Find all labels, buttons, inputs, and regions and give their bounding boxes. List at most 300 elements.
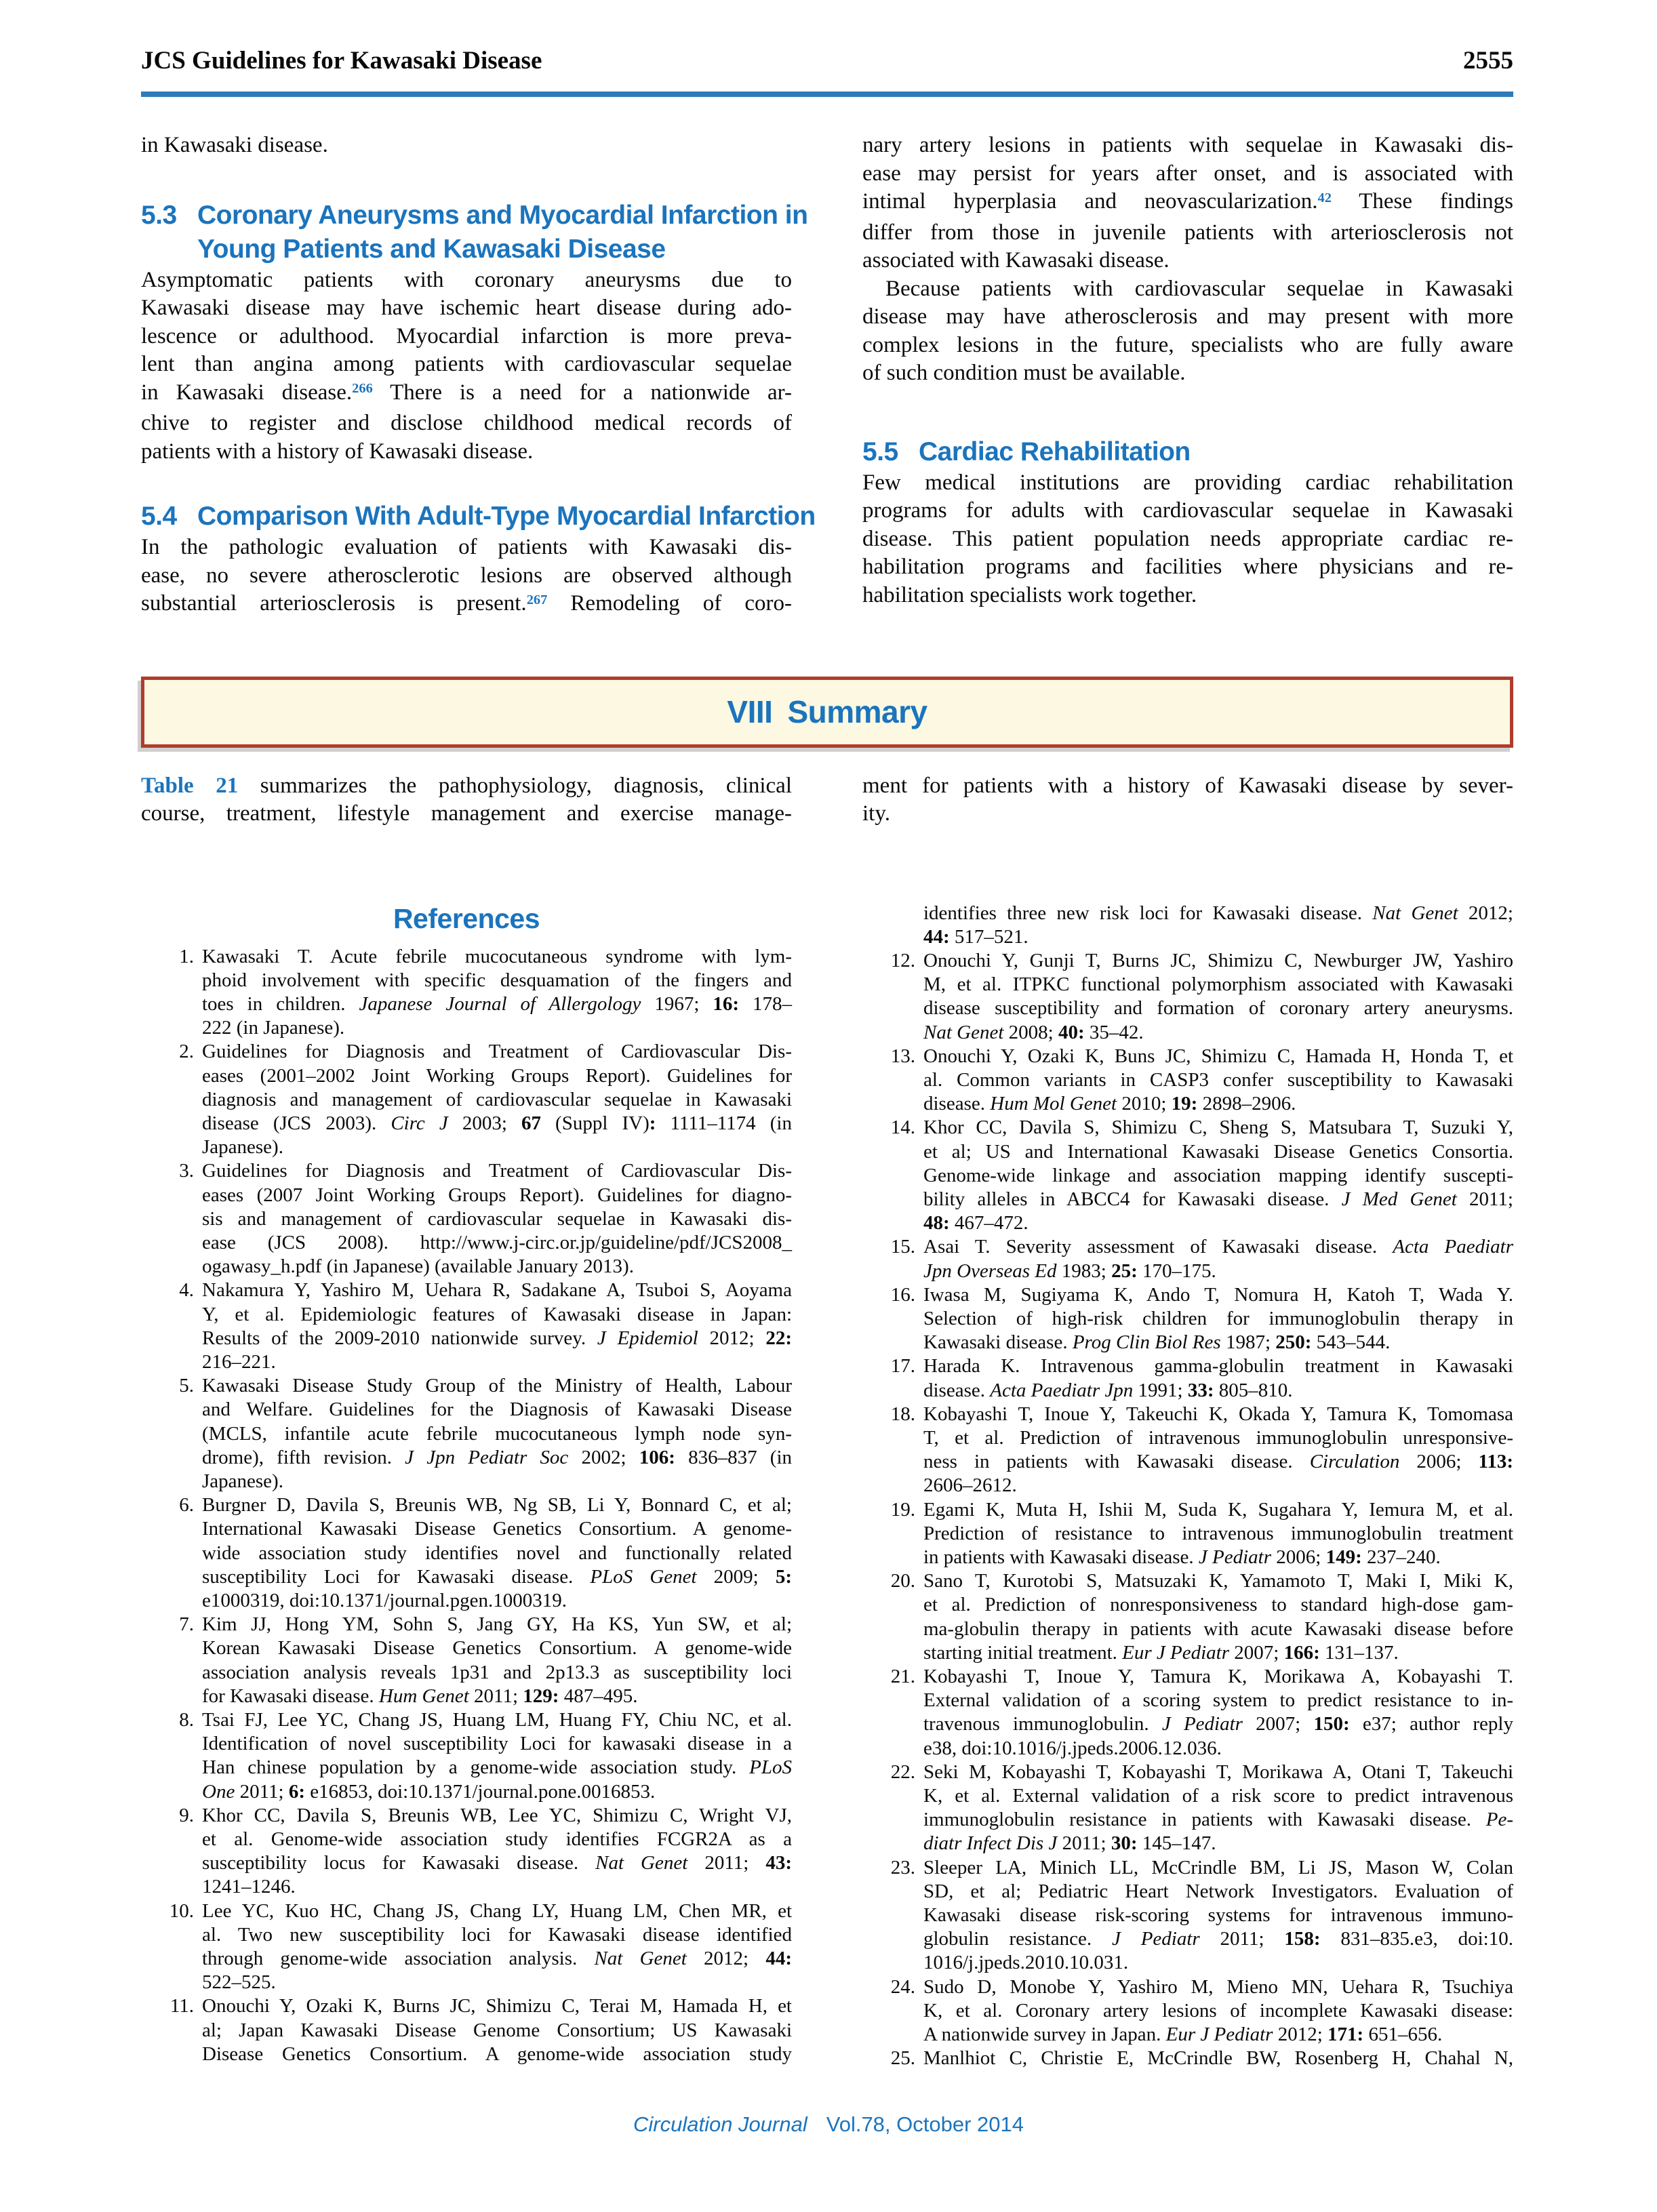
header-rule — [141, 92, 1513, 97]
text-line — [202, 1398, 792, 1422]
text-segment: 2011; — [235, 1780, 289, 1803]
text-line — [202, 1446, 792, 1470]
heading-line: Coronary Aneurysms and Myocardial Infarction in — [197, 200, 808, 230]
text-segment: ma-globulin therapy in patients with acute Kawasaki disease before — [923, 1617, 1513, 1640]
text-line — [923, 1307, 1513, 1331]
reference-item — [862, 1569, 1513, 1665]
text-segment: in patients with Kawasaki disease. — [923, 1546, 1199, 1568]
reference-number: 7. — [179, 1613, 194, 1636]
text-segment: PLoS Genet — [590, 1565, 697, 1588]
text-segment: T, et al. Prediction of intravenous immunoglobulin unresponsive- — [923, 1426, 1513, 1449]
section-heading-5-4 — [141, 500, 816, 534]
text-segment: One — [202, 1780, 235, 1803]
text-segment: Genome-wide linkage and association mapping identify suscepti- — [923, 1164, 1513, 1186]
paragraph-5-4-continued — [862, 132, 1513, 275]
reference-item — [141, 1994, 792, 2066]
text-segment: Nat Genet — [923, 1021, 1004, 1043]
heading-line: Cardiac Rehabilitation — [919, 437, 1191, 466]
journal-name: Circulation Journal — [633, 2112, 807, 2136]
reference-text — [923, 949, 1513, 1045]
text-segment: lescence or adulthood. Myocardial infarction is more preva- — [141, 323, 792, 348]
text-line — [202, 1207, 792, 1231]
reference-number: 18. — [890, 1403, 915, 1425]
text-segment: : — [649, 1112, 656, 1134]
text-segment: of such condition must be available. — [862, 361, 1186, 385]
summary-section-banner — [141, 677, 1513, 748]
paragraph-5-5 — [862, 469, 1513, 610]
reference-number — [881, 902, 915, 949]
text-segment: 158: — [1284, 1928, 1321, 1950]
text-segment: Onouchi Y, Ozaki K, Burns JC, Shimizu C, Terai M, Hamada H, et — [202, 1995, 792, 2017]
text-segment: 831–835.e3, doi:10. — [1320, 1928, 1513, 1950]
text-segment: habilitation programs and facilities where physicians and re- — [862, 555, 1513, 579]
section-heading-5-3 — [141, 199, 808, 266]
text-segment: International Kawasaki Disease Genetics Consortium. A genome- — [202, 1518, 792, 1540]
text-line — [923, 1211, 1513, 1235]
text-line — [923, 1164, 1513, 1188]
text-segment: Japanese). — [202, 1470, 283, 1492]
text-segment: J Pediatr — [1161, 1713, 1243, 1735]
text-line — [202, 1851, 792, 1875]
reference-number: 19. — [890, 1498, 915, 1521]
text-line — [141, 562, 792, 590]
text-line — [141, 379, 792, 410]
text-segment: Harada K. Intravenous gamma-globulin treatment in Kawasaki — [923, 1355, 1513, 1378]
text-line — [923, 1569, 1513, 1593]
section-heading-5-5 — [862, 435, 1513, 469]
text-line — [923, 2047, 1513, 2070]
text-segment: 166: — [1283, 1641, 1320, 1664]
text-line — [923, 1880, 1513, 1904]
text-segment: 113: — [1478, 1451, 1513, 1473]
text-segment: e1000319, doi:10.1371/journal.pgen.1000319. — [202, 1589, 567, 1611]
text-line — [862, 359, 1513, 388]
text-segment: Kawasaki disease. — [923, 1331, 1073, 1354]
references-section — [141, 902, 1513, 2071]
text-line — [202, 1374, 792, 1398]
references-list-right — [862, 902, 1513, 2071]
text-segment: wide association study identifies novel and functionally related — [202, 1542, 792, 1564]
reference-text — [202, 1613, 792, 1708]
summary-paragraph-right — [862, 772, 1513, 828]
text-segment: immunoglobulin resistance in patients with Kawasaki disease. — [923, 1809, 1486, 1831]
text-segment: 30: — [1111, 1832, 1138, 1855]
text-line — [862, 331, 1513, 360]
text-segment: Khor CC, Davila S, Breunis WB, Lee YC, Shimizu C, Wright VJ, — [202, 1804, 792, 1826]
text-line — [202, 1422, 792, 1446]
text-line — [202, 2019, 792, 2043]
text-segment: Hum Mol Genet — [990, 1093, 1117, 1115]
text-segment: 1241–1246. — [202, 1876, 296, 1898]
reference-number: 12. — [890, 949, 915, 971]
text-segment: 2007; — [1229, 1641, 1284, 1664]
reference-item — [862, 1116, 1513, 1235]
text-segment: programs for adults with cardiovascular sequelae in Kawasaki — [862, 498, 1513, 523]
text-line — [141, 534, 792, 562]
text-segment: 33: — [1187, 1379, 1214, 1401]
text-segment: 25: — [1111, 1260, 1138, 1282]
text-line — [923, 1546, 1513, 1569]
text-line — [923, 1689, 1513, 1712]
reference-number: 9. — [179, 1804, 194, 1826]
text-line — [141, 438, 792, 466]
reference-number: 25. — [890, 2047, 915, 2070]
text-line — [141, 772, 792, 801]
text-segment: 2007; — [1242, 1713, 1314, 1735]
text-segment: 6: — [288, 1780, 305, 1803]
text-line — [202, 1159, 792, 1183]
text-line — [923, 1975, 1513, 1999]
text-segment: susceptibility locus for Kawasaki disease. — [202, 1852, 596, 1874]
text-segment: susceptibility Loci for Kawasaki disease. — [202, 1565, 591, 1588]
text-line — [923, 1641, 1513, 1665]
reference-number: 16. — [890, 1283, 915, 1306]
text-segment: course, treatment, lifestyle management and exercise manage- — [141, 801, 792, 826]
text-segment: Japanese). — [202, 1136, 283, 1159]
text-line — [862, 772, 1513, 801]
text-line — [202, 1112, 792, 1135]
text-segment: complex lesions in the future, specialists who are fully aware — [862, 332, 1513, 357]
text-segment: Asai T. Severity assessment of Kawasaki disease. — [923, 1236, 1393, 1258]
text-segment: Eur J Pediatr — [1165, 2024, 1273, 2046]
text-segment: 487–495. — [559, 1685, 638, 1707]
text-segment: Y, et al. Epidemiologic features of Kawasaki disease in Japan: — [202, 1303, 792, 1325]
text-segment: Asymptomatic patients with coronary aneurysms due to — [141, 267, 792, 292]
text-segment: nary artery lesions in patients with sequelae in Kawasaki dis- — [862, 133, 1513, 157]
text-line — [923, 1474, 1513, 1497]
references-left-column — [141, 902, 792, 2071]
text-segment: et al; US and International Kawasaki Disease Genetics Consortia. — [923, 1140, 1513, 1163]
text-segment: 2012; — [1458, 902, 1513, 924]
text-line — [202, 1589, 792, 1613]
text-line — [202, 1565, 792, 1589]
text-segment: Few medical institutions are providing cardiac rehabilitation — [862, 470, 1513, 495]
reference-text — [923, 1498, 1513, 1570]
text-line — [923, 2023, 1513, 2047]
text-segment: in Kawasaki disease. — [141, 133, 328, 157]
text-segment: Circ J — [391, 1112, 448, 1134]
text-segment: 178– — [739, 992, 792, 1015]
text-segment: Hum Genet — [378, 1685, 469, 1707]
text-segment: 2012; — [1273, 2024, 1328, 2046]
text-segment: et al. Genome-wide association study identifies FCGR2A as a — [202, 1828, 792, 1851]
reference-item — [141, 1159, 792, 1279]
text-segment: disease. — [923, 1093, 991, 1115]
text-line — [202, 1756, 792, 1779]
references-heading: References — [393, 902, 540, 934]
text-line — [862, 800, 1513, 828]
text-segment: Kawasaki disease may have ischemic heart disease during ado- — [141, 296, 792, 320]
reference-text — [202, 1279, 792, 1374]
text-segment: intimal hyperplasia and neovascularization. — [862, 189, 1318, 214]
text-segment: J Med Genet — [1341, 1188, 1457, 1210]
text-line — [202, 1279, 792, 1302]
text-line — [141, 132, 792, 160]
text-segment: bility alleles in ABCC4 for Kawasaki disease. — [923, 1188, 1342, 1210]
text-segment: J Pediatr — [1111, 1928, 1200, 1950]
text-line — [202, 969, 792, 992]
text-line — [923, 1665, 1513, 1689]
references-list-left — [141, 945, 792, 2067]
text-segment: ment for patients with a history of Kawasaki disease by sever- — [862, 773, 1513, 798]
reference-item — [862, 1235, 1513, 1283]
text-segment: 171: — [1327, 2024, 1364, 2046]
reference-text — [923, 1116, 1513, 1235]
reference-item — [862, 902, 1513, 949]
text-line — [202, 1828, 792, 1851]
text-segment: 170–175. — [1137, 1260, 1216, 1282]
text-segment: Kawasaki T. Acute febrile mucocutaneous syndrome with lym- — [202, 945, 792, 967]
text-segment: e16853, doi:10.1371/journal.pone.0016853. — [304, 1780, 656, 1803]
summary-right-column — [862, 772, 1513, 828]
text-line — [862, 219, 1513, 247]
text-segment: 2012; — [698, 1327, 766, 1349]
text-segment: 2011; — [687, 1852, 766, 1874]
text-segment: Kim JJ, Hong YM, Sohn S, Jang GY, Ha KS, Yun SW, et al; — [202, 1613, 792, 1636]
text-line — [202, 1923, 792, 1947]
text-segment: toes in children. — [202, 992, 359, 1015]
text-segment: Nakamura Y, Yashiro M, Uehara R, Sadakane A, Tsuboi S, Aoyama — [202, 1279, 792, 1302]
text-line — [923, 1737, 1513, 1761]
text-segment: chive to register and disclose childhood medical records of — [141, 411, 792, 435]
text-segment: 2012; — [686, 1948, 766, 1970]
text-segment: 1987; — [1220, 1331, 1276, 1354]
summary-section-numeral: VIII — [727, 694, 773, 729]
text-line — [862, 469, 1513, 498]
text-line — [202, 1994, 792, 2018]
text-segment: 19: — [1171, 1093, 1198, 1115]
text-line — [923, 1927, 1513, 1951]
text-segment: 2002; — [568, 1446, 639, 1468]
reference-number: 1. — [179, 945, 194, 967]
text-line — [862, 303, 1513, 331]
text-segment: 467–472. — [949, 1212, 1029, 1234]
citation-superscript: 267 — [526, 592, 548, 607]
reference-number: 14. — [890, 1117, 915, 1139]
text-segment: J Pediatr — [1198, 1546, 1272, 1568]
text-segment: diatr Infect Dis J — [923, 1832, 1058, 1855]
text-segment: associated with Kawasaki disease. — [862, 248, 1170, 273]
text-line — [141, 590, 792, 621]
text-line — [202, 1040, 792, 1064]
text-segment: 2010; — [1117, 1093, 1172, 1115]
text-segment: in Kawasaki disease. — [141, 380, 353, 405]
text-segment: A nationwide survey in Japan. — [923, 2024, 1166, 2046]
text-line — [923, 1116, 1513, 1140]
text-line — [923, 1450, 1513, 1474]
reference-text — [923, 2047, 1513, 2070]
text-segment: 131–137. — [1319, 1641, 1399, 1664]
text-line — [141, 266, 792, 295]
references-right-column — [862, 902, 1513, 2071]
text-line — [862, 188, 1513, 219]
text-line — [202, 1064, 792, 1088]
reference-item — [862, 1761, 1513, 1856]
text-line — [923, 997, 1513, 1020]
text-line — [141, 294, 792, 323]
text-segment: 16: — [713, 992, 740, 1015]
reference-item — [862, 1045, 1513, 1117]
text-segment: Kobayashi T, Inoue Y, Takeuchi K, Okada Y, Tamura K, Tomomasa — [923, 1403, 1513, 1425]
paragraph-because — [862, 275, 1513, 388]
reference-number: 15. — [890, 1236, 915, 1258]
reference-number: 21. — [890, 1666, 915, 1687]
text-segment: through genome-wide association analysis. — [202, 1948, 595, 1970]
text-segment: 517–521. — [949, 925, 1029, 948]
text-segment: Japanese Journal of Allergology — [359, 992, 641, 1015]
text-segment: 250: — [1275, 1331, 1312, 1354]
text-segment: association analysis reveals 1p31 and 2p13.3 as susceptibility loci — [202, 1661, 792, 1683]
text-segment: lent than angina among patients with cardiovascular sequelae — [141, 352, 792, 376]
text-line — [923, 1951, 1513, 1975]
page-number: 2555 — [1463, 47, 1513, 75]
text-segment: Identification of novel susceptibility Loci for kawasaki disease in a — [202, 1733, 792, 1755]
text-segment: Circulation — [1309, 1451, 1400, 1473]
text-segment: K, et al. External validation of a risk score to predict intravenous — [923, 1785, 1513, 1807]
text-segment: Nat Genet — [1372, 902, 1458, 924]
text-segment: ease, no severe atherosclerotic lesions are observed although — [141, 563, 792, 588]
reference-item — [862, 1498, 1513, 1570]
text-line — [923, 1617, 1513, 1641]
text-segment: Korean Kawasaki Disease Genetics Consortium. A genome-wide — [202, 1637, 792, 1660]
text-line — [923, 1856, 1513, 1880]
text-line — [862, 160, 1513, 188]
text-segment: Selection of high-risk children for immunoglobulin therapy in — [923, 1307, 1513, 1329]
text-segment: ness in patients with Kawasaki disease. — [923, 1451, 1310, 1473]
text-line — [923, 949, 1513, 973]
text-line — [202, 1947, 792, 1971]
text-segment: 44: — [765, 1948, 792, 1970]
text-line — [923, 902, 1513, 925]
text-segment: There is a need for a nationwide ar- — [372, 380, 792, 405]
text-segment: 237–240. — [1361, 1546, 1441, 1568]
text-segment: 2011; — [468, 1685, 523, 1707]
text-segment: Burgner D, Davila S, Breunis WB, Ng SB, Li Y, Bonnard C, et al; — [202, 1494, 792, 1516]
text-segment: Table 21 — [141, 773, 239, 798]
text-line — [202, 1542, 792, 1565]
text-segment: 222 (in Japanese). — [202, 1017, 345, 1039]
text-segment: 2011; — [1057, 1832, 1111, 1855]
text-segment: Khor CC, Davila S, Shimizu C, Sheng S, Matsubara T, Suzuki Y, — [923, 1117, 1513, 1139]
reference-item — [862, 1354, 1513, 1402]
text-line — [923, 1999, 1513, 2023]
text-segment: Iwasa M, Sugiyama K, Ando T, Nomura H, Katoh T, Wada Y. — [923, 1283, 1513, 1306]
reference-text — [202, 1040, 792, 1159]
text-segment: disease. — [923, 1379, 991, 1401]
citation-superscript: 42 — [1317, 190, 1332, 205]
reference-number: 10. — [169, 1899, 194, 1922]
reference-text — [923, 1665, 1513, 1761]
text-segment: Guidelines for Diagnosis and Treatment of Cardiovascular Dis- — [202, 1041, 792, 1063]
text-segment: e38, doi:10.1016/j.jpeds.2006.12.036. — [923, 1737, 1222, 1759]
text-segment: Tsai FJ, Lee YC, Chang JS, Huang LM, Huang FY, Chiu NC, et al. — [202, 1709, 792, 1731]
reference-text — [202, 1159, 792, 1279]
text-segment: diagnosis and management of cardiovascular sequelae in Kawasaki — [202, 1088, 792, 1110]
text-segment: 22: — [765, 1327, 793, 1349]
text-line — [202, 1493, 792, 1517]
section-title — [919, 435, 1513, 469]
reference-number: 4. — [179, 1279, 194, 1302]
text-line — [862, 582, 1513, 610]
text-segment: Pe- — [1485, 1809, 1513, 1831]
text-line — [202, 1517, 792, 1541]
body-text-columns — [141, 132, 1513, 621]
text-line — [923, 1426, 1513, 1450]
reference-number: 23. — [890, 1856, 915, 1878]
reference-text — [202, 945, 792, 1041]
text-line — [923, 1021, 1513, 1045]
reference-text — [923, 1045, 1513, 1117]
reference-item — [141, 1374, 792, 1493]
reference-item — [141, 1708, 792, 1804]
text-segment: patients with a history of Kawasaki disease. — [141, 439, 534, 464]
text-segment: 522–525. — [202, 1971, 276, 1994]
text-segment: Jpn Overseas Ed — [923, 1260, 1057, 1282]
text-segment: 216–221. — [202, 1350, 276, 1373]
text-segment: Han chinese population by a genome-wide association study. — [202, 1756, 750, 1779]
text-segment: Nat Genet — [595, 1852, 688, 1874]
reference-text — [923, 1856, 1513, 1975]
text-segment: Because patients with cardiovascular sequelae in Kawasaki — [885, 276, 1513, 301]
reference-item — [862, 1975, 1513, 2047]
text-segment: ogawasy_h.pdf (in Japanese) (available January 2013). — [202, 1255, 634, 1278]
text-segment: 651–656. — [1363, 2024, 1443, 2046]
text-segment: Manlhiot C, Christie E, McCrindle BW, Rosenberg H, Chahal N, — [923, 2047, 1513, 2070]
text-segment: Eur J Pediatr — [1122, 1641, 1230, 1664]
text-segment: These findings — [1331, 189, 1513, 214]
reference-number: 24. — [890, 1975, 915, 1998]
text-segment: travenous immunoglobulin. — [923, 1713, 1162, 1735]
reference-number: 3. — [179, 1160, 194, 1182]
text-segment: 1016/j.jpeds.2010.10.031. — [923, 1952, 1129, 1974]
text-segment: 149: — [1325, 1546, 1362, 1568]
text-line — [202, 1327, 792, 1350]
text-segment: disease may have atherosclerosis and may present with more — [862, 304, 1513, 329]
text-line — [202, 1708, 792, 1732]
text-segment: Nat Genet — [594, 1948, 687, 1970]
reference-item — [862, 1856, 1513, 1975]
text-segment: Acta Paediatr Jpn — [990, 1379, 1134, 1401]
text-segment: 67 — [521, 1112, 541, 1134]
text-segment: 35–42. — [1084, 1021, 1144, 1043]
text-line — [923, 1379, 1513, 1403]
reference-text — [923, 1975, 1513, 2047]
text-line — [862, 553, 1513, 582]
page-content — [141, 0, 1513, 2070]
text-line — [202, 1780, 792, 1804]
paragraph-5-4 — [141, 534, 792, 621]
section-number: 5.4 — [141, 502, 177, 531]
text-segment: M, et al. ITPKC functional polymorphism associated with Kawasaki — [923, 973, 1513, 996]
text-line — [202, 1804, 792, 1828]
text-segment: Acta Paediatr — [1393, 1236, 1513, 1258]
text-segment: Egami K, Muta H, Ishii M, Suda K, Sugahara Y, Iemura M, et al. — [923, 1498, 1513, 1521]
heading-line: Young Patients and Kawasaki Disease — [197, 234, 666, 264]
text-segment: 5: — [775, 1565, 793, 1588]
text-line — [923, 1403, 1513, 1426]
text-line — [202, 2043, 792, 2066]
reference-text — [923, 1403, 1513, 1498]
reference-text — [923, 902, 1513, 949]
issue-info: Vol.78, October 2014 — [826, 2112, 1024, 2136]
text-line — [141, 350, 792, 379]
text-segment: al. Two new susceptibility loci for Kawasaki disease identified — [202, 1923, 792, 1946]
text-line — [202, 1875, 792, 1899]
paragraph-intro — [141, 132, 792, 160]
reference-item — [141, 1040, 792, 1159]
text-segment: Kobayashi T, Inoue Y, Tamura K, Morikawa A, Kobayashi T. — [923, 1666, 1513, 1687]
text-segment: Remodeling of coro- — [547, 591, 792, 616]
